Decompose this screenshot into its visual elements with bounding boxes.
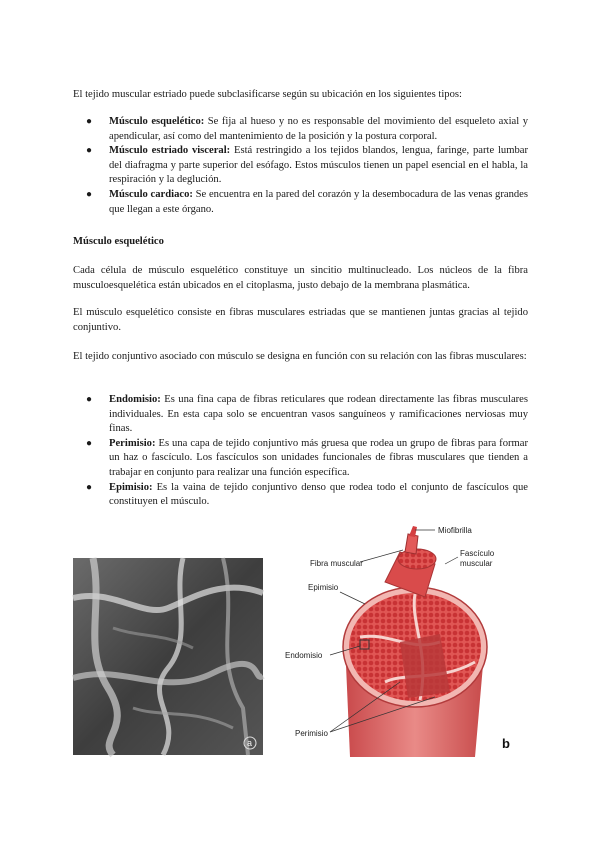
bullet-icon: ● xyxy=(86,145,93,157)
bullet-icon: ● xyxy=(86,437,93,449)
list-item xyxy=(73,393,528,437)
label-fibra-muscular: Fibra muscular xyxy=(310,559,363,568)
micrograph-image xyxy=(73,558,263,755)
intro-paragraph: El tejido muscular estriado puede subclasificarse según su ubicación en los siguientes tipos: xyxy=(73,89,462,100)
list-item xyxy=(73,115,528,144)
label-miofibrilla: Miofibrilla xyxy=(438,526,472,535)
term-description: Es la vaina de tejido conjuntivo denso que rodea todo el conjunto de fascículos que constituyen el músculo. xyxy=(109,481,528,508)
term-description: Se encuentra en la pared del corazón y la desembocadura de las venas grandes que llegan a este órgano. xyxy=(109,188,528,215)
paragraph: El tejido conjuntivo asociado con músculo se designa en función con su relación con las fibras musculares: xyxy=(73,351,527,362)
bullet-icon: ● xyxy=(86,188,93,200)
bullet-icon: ● xyxy=(86,116,93,127)
term-label: Músculo esquelético: xyxy=(109,116,205,127)
term-label: Perimisio: xyxy=(109,437,156,449)
list-item xyxy=(73,144,528,188)
term-label: Endomisio: xyxy=(109,394,161,405)
paragraph: Cada célula de músculo esquelético constituye un sincitio multinucleado. Los núcleos de la fibra musculoesquelética están ubicados en el citoplasma, justo debajo de la membrana plasmática. xyxy=(73,265,528,291)
bullet-icon: ● xyxy=(86,394,93,405)
section-title: Músculo esquelético xyxy=(73,236,164,247)
label-muscular: muscular xyxy=(460,559,493,568)
list-item xyxy=(73,437,528,481)
term-description: Se fija al hueso y no es responsable del movimiento del esqueleto axial y apendicular, así como del mantenimiento de la posición y la postura corporal. xyxy=(109,116,528,142)
term-description: Es una fina capa de fibras reticulares que rodean directamente las fibras musculares individuales. En esta capa solo se encuentran vasos sanguíneos y ramificaciones nerviosas muy finas. xyxy=(109,394,528,435)
term-description: Está restringido a los tejidos blandos, lengua, faringe, parte lumbar del diafragma y parte superior del esófago. Estos músculos tienen un papel esencial en el habla, la respiración y la deglución. xyxy=(109,145,528,186)
term-label: Epimisio: xyxy=(109,481,153,493)
label-epimisio: Epimisio xyxy=(308,583,339,592)
panel-a-label: a xyxy=(247,738,253,748)
panel-b-label: b xyxy=(502,736,510,751)
bullet-icon: ● xyxy=(86,481,93,493)
term-label: Músculo cardiaco: xyxy=(109,188,193,200)
connective-layers-list xyxy=(73,393,528,510)
muscle-types-list xyxy=(73,115,528,217)
label-endomisio: Endomisio xyxy=(285,651,323,660)
muscle-diagram xyxy=(285,522,530,757)
label-perimisio: Perimisio xyxy=(295,729,328,738)
term-description: Es una capa de tejido conjuntivo más gruesa que rodea un grupo de fibras para formar un haz o fascículo. Los fascículos son unidades funcionales de fibras musculares que tienden a trabajar en conjunto para realizar una función específica. xyxy=(109,437,528,478)
list-item xyxy=(73,188,528,217)
list-item xyxy=(73,481,528,510)
label-fasciculo: Fascículo xyxy=(460,549,495,558)
term-label: Músculo estriado visceral: xyxy=(109,145,231,157)
paragraph: El músculo esquelético consiste en fibras musculares estriadas que se mantienen juntas gracias al tejido conjuntivo. xyxy=(73,307,528,333)
